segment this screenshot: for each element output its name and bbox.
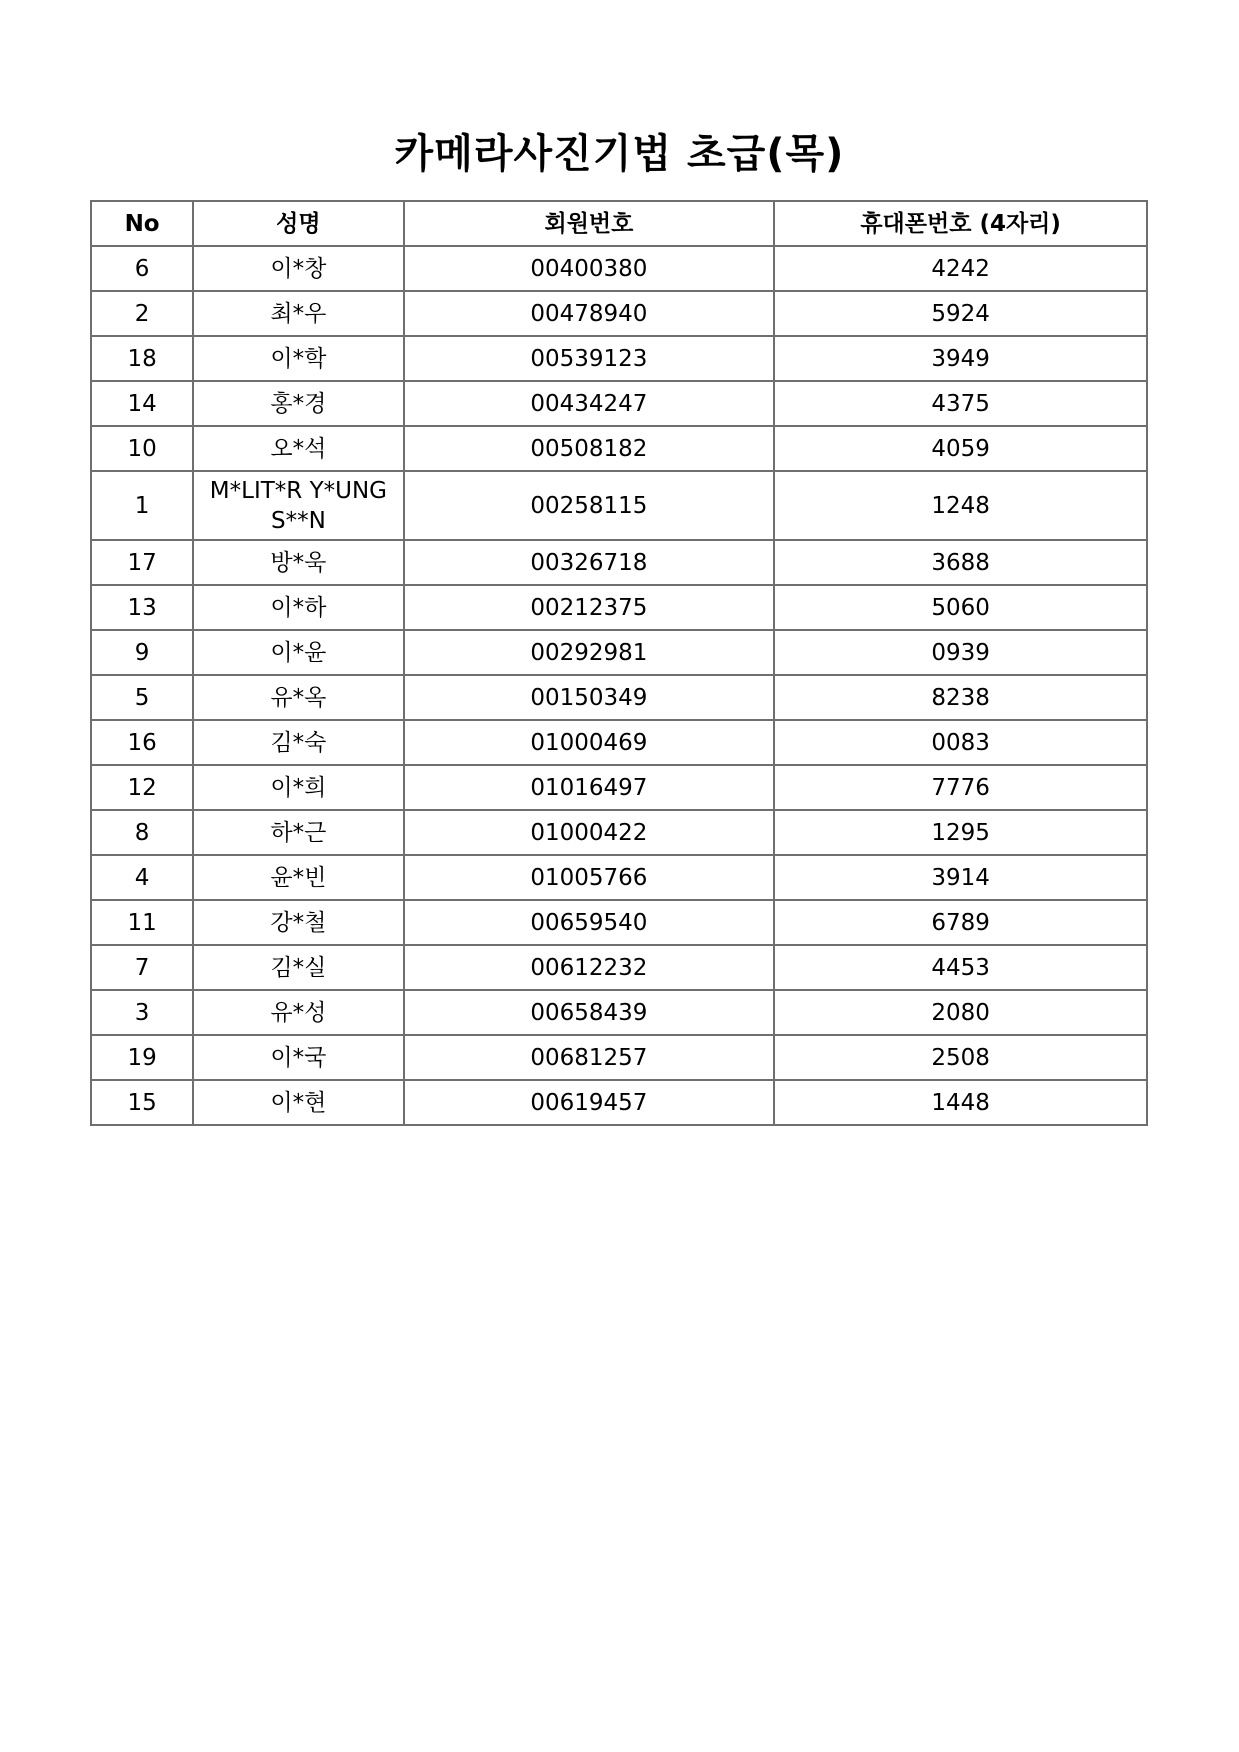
cell-member-number: 01005766 xyxy=(404,855,775,900)
cell-no: 15 xyxy=(91,1080,193,1125)
cell-phone-last4: 5924 xyxy=(774,291,1147,336)
cell-phone-last4: 4453 xyxy=(774,945,1147,990)
cell-phone-last4: 1295 xyxy=(774,810,1147,855)
cell-member-number: 01000422 xyxy=(404,810,775,855)
table-row xyxy=(91,810,1147,855)
header-member-number: 회원번호 xyxy=(404,201,775,246)
cell-no: 2 xyxy=(91,291,193,336)
cell-phone-last4: 2508 xyxy=(774,1035,1147,1080)
table-row xyxy=(91,381,1147,426)
table-row xyxy=(91,336,1147,381)
cell-member-number: 00659540 xyxy=(404,900,775,945)
cell-name: 하*근 xyxy=(193,810,403,855)
cell-name: 최*우 xyxy=(193,291,403,336)
cell-phone-last4: 4059 xyxy=(774,426,1147,471)
table-row xyxy=(91,855,1147,900)
cell-member-number: 00619457 xyxy=(404,1080,775,1125)
cell-member-number: 00658439 xyxy=(404,990,775,1035)
cell-no: 8 xyxy=(91,810,193,855)
cell-member-number: 00326718 xyxy=(404,540,775,585)
table-row xyxy=(91,900,1147,945)
cell-member-number: 01016497 xyxy=(404,765,775,810)
cell-member-number: 00212375 xyxy=(404,585,775,630)
table-row xyxy=(91,540,1147,585)
cell-member-number: 00258115 xyxy=(404,471,775,540)
cell-no: 7 xyxy=(91,945,193,990)
cell-phone-last4: 3688 xyxy=(774,540,1147,585)
cell-phone-last4: 4242 xyxy=(774,246,1147,291)
cell-name: 이*현 xyxy=(193,1080,403,1125)
cell-phone-last4: 5060 xyxy=(774,585,1147,630)
cell-no: 19 xyxy=(91,1035,193,1080)
table-row xyxy=(91,426,1147,471)
cell-no: 6 xyxy=(91,246,193,291)
cell-member-number: 00400380 xyxy=(404,246,775,291)
cell-name xyxy=(193,471,403,540)
cell-no: 10 xyxy=(91,426,193,471)
cell-name-line2: S**N xyxy=(270,507,326,534)
cell-no: 11 xyxy=(91,900,193,945)
cell-name: 유*성 xyxy=(193,990,403,1035)
cell-no: 18 xyxy=(91,336,193,381)
cell-name: 오*석 xyxy=(193,426,403,471)
cell-member-number: 00434247 xyxy=(404,381,775,426)
cell-no: 1 xyxy=(91,471,193,540)
cell-name-line1: M*LIT*R Y*UNG xyxy=(209,477,387,504)
header-phone-last4: 휴대폰번호 (4자리) xyxy=(774,201,1147,246)
cell-phone-last4: 2080 xyxy=(774,990,1147,1035)
cell-no: 3 xyxy=(91,990,193,1035)
header-name: 성명 xyxy=(193,201,403,246)
table-header-row xyxy=(91,201,1147,246)
table-row xyxy=(91,675,1147,720)
cell-no: 14 xyxy=(91,381,193,426)
cell-member-number: 01000469 xyxy=(404,720,775,765)
cell-no: 16 xyxy=(91,720,193,765)
cell-member-number: 00612232 xyxy=(404,945,775,990)
cell-phone-last4: 3949 xyxy=(774,336,1147,381)
table-row xyxy=(91,246,1147,291)
cell-member-number: 00539123 xyxy=(404,336,775,381)
table-row xyxy=(91,945,1147,990)
cell-member-number: 00150349 xyxy=(404,675,775,720)
page-title: 카메라사진기법 초급(목) xyxy=(394,131,845,177)
cell-no: 9 xyxy=(91,630,193,675)
cell-phone-last4: 7776 xyxy=(774,765,1147,810)
cell-member-number: 00292981 xyxy=(404,630,775,675)
cell-name: 이*학 xyxy=(193,336,403,381)
cell-name: 윤*빈 xyxy=(193,855,403,900)
cell-member-number: 00508182 xyxy=(404,426,775,471)
cell-phone-last4: 8238 xyxy=(774,675,1147,720)
cell-no: 13 xyxy=(91,585,193,630)
cell-name: 김*숙 xyxy=(193,720,403,765)
table-row xyxy=(91,720,1147,765)
table-row xyxy=(91,990,1147,1035)
cell-no: 5 xyxy=(91,675,193,720)
table-row xyxy=(91,1035,1147,1080)
table-row xyxy=(91,630,1147,675)
cell-no: 4 xyxy=(91,855,193,900)
header-no: No xyxy=(91,201,193,246)
cell-phone-last4: 1448 xyxy=(774,1080,1147,1125)
cell-phone-last4: 0939 xyxy=(774,630,1147,675)
cell-phone-last4: 0083 xyxy=(774,720,1147,765)
table-row xyxy=(91,765,1147,810)
table-row xyxy=(91,291,1147,336)
table-row xyxy=(91,1080,1147,1125)
cell-phone-last4: 1248 xyxy=(774,471,1147,540)
cell-name: 유*옥 xyxy=(193,675,403,720)
cell-name: 홍*경 xyxy=(193,381,403,426)
cell-member-number: 00478940 xyxy=(404,291,775,336)
cell-name: 이*희 xyxy=(193,765,403,810)
member-table xyxy=(90,200,1148,1126)
cell-phone-last4: 6789 xyxy=(774,900,1147,945)
cell-name: 강*철 xyxy=(193,900,403,945)
cell-name: 방*욱 xyxy=(193,540,403,585)
table-row xyxy=(91,585,1147,630)
cell-name: 이*창 xyxy=(193,246,403,291)
cell-member-number: 00681257 xyxy=(404,1035,775,1080)
cell-no: 17 xyxy=(91,540,193,585)
cell-phone-last4: 3914 xyxy=(774,855,1147,900)
cell-name: 이*윤 xyxy=(193,630,403,675)
cell-name: 이*하 xyxy=(193,585,403,630)
cell-no: 12 xyxy=(91,765,193,810)
cell-name: 이*국 xyxy=(193,1035,403,1080)
cell-name: 김*실 xyxy=(193,945,403,990)
table-row xyxy=(91,471,1147,540)
cell-phone-last4: 4375 xyxy=(774,381,1147,426)
